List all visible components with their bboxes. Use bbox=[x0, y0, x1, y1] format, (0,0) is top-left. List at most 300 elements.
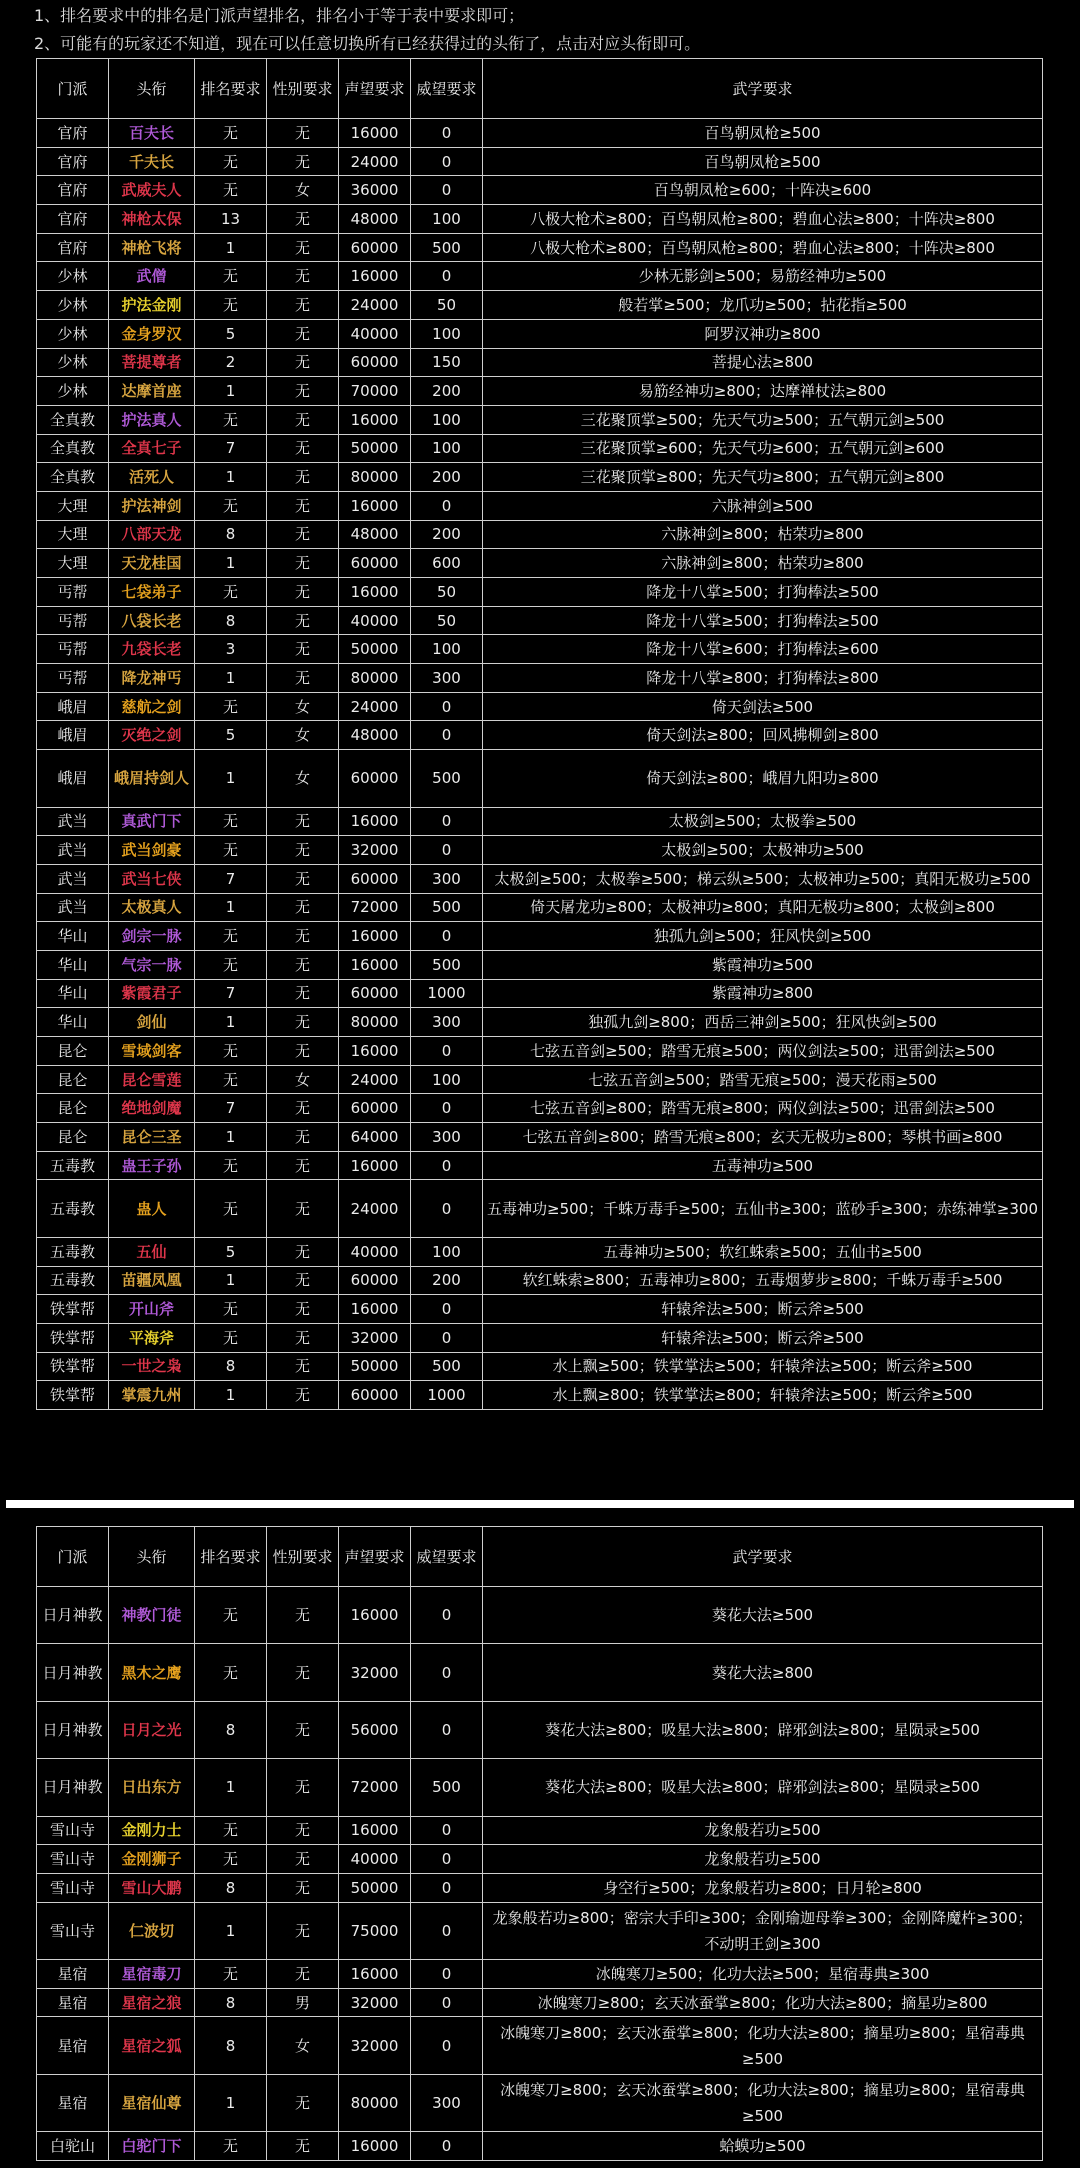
cell-title[interactable]: 剑仙 bbox=[109, 1008, 195, 1037]
cell-fame: 60000 bbox=[339, 549, 411, 578]
cell-sect: 全真教 bbox=[37, 463, 109, 492]
cell-martial-arts: 冰魄寒刀≥800；玄天冰蚕掌≥800；化功大法≥800；摘星功≥800；星宿毒典≥500 bbox=[483, 2017, 1043, 2074]
cell-sect: 武当 bbox=[37, 836, 109, 865]
cell-gender: 无 bbox=[267, 491, 339, 520]
cell-fame: 56000 bbox=[339, 1701, 411, 1758]
cell-prestige: 100 bbox=[411, 1237, 483, 1266]
table-row bbox=[37, 176, 1043, 205]
cell-title[interactable]: 掌震九州 bbox=[109, 1381, 195, 1410]
table-row bbox=[37, 893, 1043, 922]
cell-gender: 无 bbox=[267, 1323, 339, 1352]
cell-rank: 7 bbox=[195, 979, 267, 1008]
cell-martial-arts: 太极剑≥500；太极拳≥500 bbox=[483, 807, 1043, 836]
cell-sect: 昆仑 bbox=[37, 1037, 109, 1066]
cell-martial-arts: 龙象般若功≥800；密宗大手印≥300；金刚瑜迦母拳≥300；金刚降魔杵≥300；不动明王剑≥300 bbox=[483, 1902, 1043, 1959]
cell-prestige: 100 bbox=[411, 205, 483, 234]
cell-rank: 无 bbox=[195, 291, 267, 320]
cell-sect: 少林 bbox=[37, 291, 109, 320]
cell-title[interactable]: 武当七侠 bbox=[109, 864, 195, 893]
cell-prestige: 500 bbox=[411, 950, 483, 979]
cell-fame: 40000 bbox=[339, 1237, 411, 1266]
cell-prestige: 100 bbox=[411, 319, 483, 348]
cell-rank: 无 bbox=[195, 1587, 267, 1644]
cell-prestige: 0 bbox=[411, 176, 483, 205]
cell-martial-arts: 阿罗汉神功≥800 bbox=[483, 319, 1043, 348]
cell-title[interactable]: 紫霞君子 bbox=[109, 979, 195, 1008]
cell-title[interactable]: 神枪太保 bbox=[109, 205, 195, 234]
table-row bbox=[37, 147, 1043, 176]
header-title: 头衔 bbox=[109, 1527, 195, 1587]
table-row bbox=[37, 721, 1043, 750]
cell-rank: 8 bbox=[195, 1701, 267, 1758]
cell-martial-arts: 独孤九剑≥500；狂风快剑≥500 bbox=[483, 922, 1043, 951]
cell-prestige: 0 bbox=[411, 692, 483, 721]
cell-prestige: 0 bbox=[411, 119, 483, 148]
title-requirements-table-1 bbox=[36, 58, 1043, 1410]
cell-fame: 48000 bbox=[339, 721, 411, 750]
cell-title[interactable]: 武威夫人 bbox=[109, 176, 195, 205]
cell-rank: 1 bbox=[195, 1381, 267, 1410]
cell-prestige: 0 bbox=[411, 1845, 483, 1874]
cell-fame: 16000 bbox=[339, 950, 411, 979]
table-row bbox=[37, 348, 1043, 377]
cell-title[interactable]: 仁波切 bbox=[109, 1902, 195, 1959]
cell-martial-arts: 蛤蟆功≥500 bbox=[483, 2132, 1043, 2161]
table-row bbox=[37, 606, 1043, 635]
cell-title[interactable]: 八袋长老 bbox=[109, 606, 195, 635]
table-row bbox=[37, 635, 1043, 664]
cell-prestige: 50 bbox=[411, 606, 483, 635]
cell-rank: 8 bbox=[195, 2017, 267, 2074]
cell-title[interactable]: 八部天龙 bbox=[109, 520, 195, 549]
cell-rank: 无 bbox=[195, 836, 267, 865]
cell-martial-arts: 降龙十八掌≥500；打狗棒法≥500 bbox=[483, 578, 1043, 607]
cell-title[interactable]: 百夫长 bbox=[109, 119, 195, 148]
cell-gender: 无 bbox=[267, 1644, 339, 1701]
table-row bbox=[37, 1701, 1043, 1758]
cell-title[interactable]: 神教门徒 bbox=[109, 1587, 195, 1644]
cell-fame: 60000 bbox=[339, 233, 411, 262]
cell-rank: 无 bbox=[195, 1960, 267, 1989]
cell-sect: 星宿 bbox=[37, 1960, 109, 1989]
cell-prestige: 0 bbox=[411, 2017, 483, 2074]
cell-fame: 16000 bbox=[339, 1037, 411, 1066]
cell-fame: 80000 bbox=[339, 463, 411, 492]
cell-fame: 32000 bbox=[339, 1644, 411, 1701]
cell-fame: 24000 bbox=[339, 291, 411, 320]
cell-title[interactable]: 蛊人 bbox=[109, 1180, 195, 1237]
cell-title[interactable]: 黑木之鹰 bbox=[109, 1644, 195, 1701]
cell-gender: 无 bbox=[267, 1816, 339, 1845]
cell-fame: 24000 bbox=[339, 1180, 411, 1237]
cell-sect: 五毒教 bbox=[37, 1180, 109, 1237]
cell-prestige: 0 bbox=[411, 1151, 483, 1180]
cell-fame: 60000 bbox=[339, 979, 411, 1008]
cell-martial-arts: 倚天屠龙功≥800；太极神功≥800；真阳无极功≥800；太极剑≥800 bbox=[483, 893, 1043, 922]
cell-prestige: 200 bbox=[411, 463, 483, 492]
cell-prestige: 0 bbox=[411, 147, 483, 176]
cell-title[interactable]: 武当剑豪 bbox=[109, 836, 195, 865]
header-title: 头衔 bbox=[109, 59, 195, 119]
cell-martial-arts: 三花聚顶掌≥500；先天气功≥500；五气朝元剑≥500 bbox=[483, 405, 1043, 434]
cell-rank: 1 bbox=[195, 893, 267, 922]
cell-rank: 无 bbox=[195, 262, 267, 291]
cell-title[interactable]: 九袋长老 bbox=[109, 635, 195, 664]
cell-title[interactable]: 天龙桂国 bbox=[109, 549, 195, 578]
cell-fame: 60000 bbox=[339, 864, 411, 893]
cell-gender: 无 bbox=[267, 893, 339, 922]
cell-fame: 16000 bbox=[339, 1960, 411, 1989]
cell-sect: 雪山寺 bbox=[37, 1816, 109, 1845]
table-row bbox=[37, 463, 1043, 492]
cell-gender: 无 bbox=[267, 1381, 339, 1410]
table-row bbox=[37, 491, 1043, 520]
cell-martial-arts: 身空行≥500；龙象般若功≥800；日月轮≥800 bbox=[483, 1873, 1043, 1902]
cell-rank: 1 bbox=[195, 664, 267, 693]
cell-sect: 星宿 bbox=[37, 2074, 109, 2131]
cell-title[interactable]: 真武门下 bbox=[109, 807, 195, 836]
cell-sect: 雪山寺 bbox=[37, 1902, 109, 1959]
cell-rank: 1 bbox=[195, 463, 267, 492]
table-row bbox=[37, 1295, 1043, 1324]
cell-fame: 60000 bbox=[339, 348, 411, 377]
cell-title[interactable]: 太极真人 bbox=[109, 893, 195, 922]
cell-title[interactable]: 武僧 bbox=[109, 262, 195, 291]
cell-title[interactable]: 降龙神丐 bbox=[109, 664, 195, 693]
cell-fame: 24000 bbox=[339, 692, 411, 721]
cell-title[interactable]: 菩提尊者 bbox=[109, 348, 195, 377]
table-row bbox=[37, 319, 1043, 348]
cell-fame: 60000 bbox=[339, 1266, 411, 1295]
cell-title[interactable]: 昆仑雪莲 bbox=[109, 1065, 195, 1094]
cell-fame: 32000 bbox=[339, 2017, 411, 2074]
cell-gender: 女 bbox=[267, 176, 339, 205]
cell-title[interactable]: 护法神剑 bbox=[109, 491, 195, 520]
cell-sect: 日月神教 bbox=[37, 1644, 109, 1701]
cell-sect: 华山 bbox=[37, 1008, 109, 1037]
table-row bbox=[37, 233, 1043, 262]
cell-gender: 无 bbox=[267, 291, 339, 320]
cell-gender: 无 bbox=[267, 807, 339, 836]
cell-martial-arts: 紫霞神功≥800 bbox=[483, 979, 1043, 1008]
cell-rank: 2 bbox=[195, 348, 267, 377]
cell-gender: 无 bbox=[267, 922, 339, 951]
cell-prestige: 0 bbox=[411, 262, 483, 291]
cell-title[interactable]: 昆仑三圣 bbox=[109, 1123, 195, 1152]
cell-sect: 昆仑 bbox=[37, 1065, 109, 1094]
cell-sect: 官府 bbox=[37, 233, 109, 262]
cell-sect: 雪山寺 bbox=[37, 1873, 109, 1902]
cell-gender: 无 bbox=[267, 348, 339, 377]
cell-martial-arts: 紫霞神功≥500 bbox=[483, 950, 1043, 979]
cell-fame: 50000 bbox=[339, 434, 411, 463]
cell-gender: 无 bbox=[267, 1902, 339, 1959]
cell-title[interactable]: 绝地剑魔 bbox=[109, 1094, 195, 1123]
cell-title[interactable]: 星宿毒刀 bbox=[109, 1960, 195, 1989]
cell-fame: 80000 bbox=[339, 2074, 411, 2131]
cell-rank: 无 bbox=[195, 1816, 267, 1845]
cell-sect: 铁掌帮 bbox=[37, 1295, 109, 1324]
cell-gender: 无 bbox=[267, 1873, 339, 1902]
table-row bbox=[37, 578, 1043, 607]
cell-prestige: 100 bbox=[411, 1065, 483, 1094]
cell-martial-arts: 七弦五音剑≥500；踏雪无痕≥500；两仪剑法≥500；迅雷剑法≥500 bbox=[483, 1037, 1043, 1066]
cell-rank: 无 bbox=[195, 1295, 267, 1324]
cell-gender: 女 bbox=[267, 721, 339, 750]
table-row bbox=[37, 664, 1043, 693]
cell-martial-arts: 少林无影剑≥500；易筋经神功≥500 bbox=[483, 262, 1043, 291]
cell-title[interactable]: 千夫长 bbox=[109, 147, 195, 176]
cell-sect: 华山 bbox=[37, 950, 109, 979]
cell-title[interactable]: 开山斧 bbox=[109, 1295, 195, 1324]
cell-sect: 官府 bbox=[37, 205, 109, 234]
cell-gender: 无 bbox=[267, 1587, 339, 1644]
cell-martial-arts: 般若掌≥500；龙爪功≥500；拈花指≥500 bbox=[483, 291, 1043, 320]
cell-title[interactable]: 雪域剑客 bbox=[109, 1037, 195, 1066]
table-row bbox=[37, 1151, 1043, 1180]
cell-sect: 大理 bbox=[37, 520, 109, 549]
cell-martial-arts: 独孤九剑≥800；西岳三神剑≥500；狂风快剑≥500 bbox=[483, 1008, 1043, 1037]
cell-gender: 无 bbox=[267, 1123, 339, 1152]
cell-martial-arts: 水上飘≥500；铁掌掌法≥500；轩辕斧法≥500；断云斧≥500 bbox=[483, 1352, 1043, 1381]
cell-gender: 无 bbox=[267, 1845, 339, 1874]
cell-title[interactable]: 全真七子 bbox=[109, 434, 195, 463]
cell-martial-arts: 八极大枪术≥800；百鸟朝凤枪≥800；碧血心法≥800；十阵决≥800 bbox=[483, 205, 1043, 234]
cell-prestige: 0 bbox=[411, 1094, 483, 1123]
cell-gender: 无 bbox=[267, 377, 339, 406]
cell-rank: 无 bbox=[195, 1644, 267, 1701]
cell-fame: 64000 bbox=[339, 1123, 411, 1152]
table-row bbox=[37, 1759, 1043, 1816]
cell-title[interactable]: 护法金刚 bbox=[109, 291, 195, 320]
table-row bbox=[37, 1816, 1043, 1845]
cell-prestige: 0 bbox=[411, 1644, 483, 1701]
cell-sect: 华山 bbox=[37, 979, 109, 1008]
cell-martial-arts: 三花聚顶掌≥800；先天气功≥800；五气朝元剑≥800 bbox=[483, 463, 1043, 492]
header-rank: 排名要求 bbox=[195, 59, 267, 119]
cell-fame: 80000 bbox=[339, 1008, 411, 1037]
title-requirements-table-2 bbox=[36, 1526, 1043, 2161]
cell-prestige: 600 bbox=[411, 549, 483, 578]
cell-title[interactable]: 一世之枭 bbox=[109, 1352, 195, 1381]
cell-prestige: 200 bbox=[411, 1266, 483, 1295]
cell-title[interactable]: 灭绝之剑 bbox=[109, 721, 195, 750]
header-gender: 性别要求 bbox=[267, 1527, 339, 1587]
cell-martial-arts: 倚天剑法≥800；峨眉九阳功≥800 bbox=[483, 750, 1043, 807]
cell-sect: 少林 bbox=[37, 348, 109, 377]
cell-prestige: 0 bbox=[411, 1873, 483, 1902]
cell-fame: 36000 bbox=[339, 176, 411, 205]
cell-gender: 无 bbox=[267, 1008, 339, 1037]
cell-sect: 五毒教 bbox=[37, 1237, 109, 1266]
cell-fame: 48000 bbox=[339, 520, 411, 549]
cell-fame: 16000 bbox=[339, 1295, 411, 1324]
cell-title[interactable]: 白驼门下 bbox=[109, 2132, 195, 2161]
cell-title[interactable]: 日月之光 bbox=[109, 1701, 195, 1758]
cell-sect: 五毒教 bbox=[37, 1266, 109, 1295]
cell-title[interactable]: 星宿之狼 bbox=[109, 1988, 195, 2017]
cell-gender: 无 bbox=[267, 1237, 339, 1266]
cell-title[interactable]: 五仙 bbox=[109, 1237, 195, 1266]
cell-martial-arts: 葵花大法≥800；吸星大法≥800；辟邪剑法≥800；星陨录≥500 bbox=[483, 1759, 1043, 1816]
table-panel-2 bbox=[6, 1500, 1074, 2160]
table-row bbox=[37, 2074, 1043, 2131]
table-row bbox=[37, 1037, 1043, 1066]
cell-gender: 无 bbox=[267, 979, 339, 1008]
cell-rank: 无 bbox=[195, 1037, 267, 1066]
cell-sect: 星宿 bbox=[37, 1988, 109, 2017]
cell-gender: 无 bbox=[267, 1094, 339, 1123]
cell-gender: 无 bbox=[267, 1352, 339, 1381]
table-header-row bbox=[37, 1527, 1043, 1587]
header-fame: 声望要求 bbox=[339, 1527, 411, 1587]
cell-gender: 无 bbox=[267, 319, 339, 348]
cell-gender: 无 bbox=[267, 664, 339, 693]
cell-sect: 武当 bbox=[37, 893, 109, 922]
cell-title[interactable]: 雪山大鹏 bbox=[109, 1873, 195, 1902]
cell-gender: 无 bbox=[267, 2132, 339, 2161]
cell-fame: 50000 bbox=[339, 1352, 411, 1381]
cell-fame: 70000 bbox=[339, 377, 411, 406]
cell-sect: 星宿 bbox=[37, 2017, 109, 2074]
cell-rank: 无 bbox=[195, 692, 267, 721]
cell-title[interactable]: 护法真人 bbox=[109, 405, 195, 434]
table-row bbox=[37, 2017, 1043, 2074]
cell-gender: 无 bbox=[267, 1295, 339, 1324]
cell-title[interactable]: 剑宗一脉 bbox=[109, 922, 195, 951]
cell-martial-arts: 太极剑≥500；太极拳≥500；梯云纵≥500；太极神功≥500；真阳无极功≥500 bbox=[483, 864, 1043, 893]
table-row bbox=[37, 950, 1043, 979]
cell-fame: 16000 bbox=[339, 578, 411, 607]
cell-title[interactable]: 金刚狮子 bbox=[109, 1845, 195, 1874]
cell-martial-arts: 降龙十八掌≥600；打狗棒法≥600 bbox=[483, 635, 1043, 664]
table-row bbox=[37, 1180, 1043, 1237]
cell-fame: 16000 bbox=[339, 922, 411, 951]
cell-prestige: 0 bbox=[411, 922, 483, 951]
header-rank: 排名要求 bbox=[195, 1527, 267, 1587]
cell-prestige: 200 bbox=[411, 377, 483, 406]
cell-martial-arts: 龙象般若功≥500 bbox=[483, 1816, 1043, 1845]
cell-rank: 1 bbox=[195, 750, 267, 807]
cell-rank: 3 bbox=[195, 635, 267, 664]
cell-title[interactable]: 慈航之剑 bbox=[109, 692, 195, 721]
table-row bbox=[37, 2132, 1043, 2161]
cell-title[interactable]: 蛊王子孙 bbox=[109, 1151, 195, 1180]
cell-fame: 40000 bbox=[339, 606, 411, 635]
table-row bbox=[37, 1381, 1043, 1410]
cell-fame: 40000 bbox=[339, 1845, 411, 1874]
cell-sect: 大理 bbox=[37, 549, 109, 578]
cell-sect: 武当 bbox=[37, 864, 109, 893]
cell-rank: 1 bbox=[195, 2074, 267, 2131]
cell-rank: 无 bbox=[195, 405, 267, 434]
cell-sect: 丐帮 bbox=[37, 664, 109, 693]
cell-rank: 1 bbox=[195, 549, 267, 578]
header-martial-arts: 武学要求 bbox=[483, 59, 1043, 119]
table-panel-1 bbox=[6, 58, 1074, 1494]
cell-rank: 7 bbox=[195, 1094, 267, 1123]
cell-sect: 华山 bbox=[37, 922, 109, 951]
cell-rank: 无 bbox=[195, 176, 267, 205]
cell-rank: 无 bbox=[195, 119, 267, 148]
cell-rank: 1 bbox=[195, 1266, 267, 1295]
cell-title[interactable]: 平海斧 bbox=[109, 1323, 195, 1352]
cell-title[interactable]: 星宿仙尊 bbox=[109, 2074, 195, 2131]
cell-sect: 峨眉 bbox=[37, 692, 109, 721]
cell-gender: 无 bbox=[267, 606, 339, 635]
cell-title[interactable]: 神枪飞将 bbox=[109, 233, 195, 262]
cell-rank: 1 bbox=[195, 1902, 267, 1959]
cell-martial-arts: 太极剑≥500；太极神功≥500 bbox=[483, 836, 1043, 865]
table-row bbox=[37, 377, 1043, 406]
cell-title[interactable]: 七袋弟子 bbox=[109, 578, 195, 607]
cell-sect: 武当 bbox=[37, 807, 109, 836]
table-row bbox=[37, 1587, 1043, 1644]
cell-martial-arts: 冰魄寒刀≥500；化功大法≥500；星宿毒典≥300 bbox=[483, 1960, 1043, 1989]
cell-fame: 32000 bbox=[339, 1323, 411, 1352]
table-row bbox=[37, 205, 1043, 234]
cell-title[interactable]: 金刚力士 bbox=[109, 1816, 195, 1845]
cell-prestige: 1000 bbox=[411, 1381, 483, 1410]
cell-fame: 16000 bbox=[339, 807, 411, 836]
cell-prestige: 1000 bbox=[411, 979, 483, 1008]
cell-sect: 全真教 bbox=[37, 434, 109, 463]
cell-martial-arts: 七弦五音剑≥500；踏雪无痕≥500；漫天花雨≥500 bbox=[483, 1065, 1043, 1094]
cell-rank: 无 bbox=[195, 1845, 267, 1874]
table-row bbox=[37, 1065, 1043, 1094]
cell-fame: 40000 bbox=[339, 319, 411, 348]
cell-sect: 昆仑 bbox=[37, 1123, 109, 1152]
cell-gender: 无 bbox=[267, 1759, 339, 1816]
cell-title[interactable]: 星宿之狐 bbox=[109, 2017, 195, 2074]
table-header-row bbox=[37, 59, 1043, 119]
cell-martial-arts: 降龙十八掌≥800；打狗棒法≥800 bbox=[483, 664, 1043, 693]
cell-gender: 无 bbox=[267, 836, 339, 865]
cell-martial-arts: 六脉神剑≥500 bbox=[483, 491, 1043, 520]
table-row bbox=[37, 979, 1043, 1008]
cell-title[interactable]: 气宗一脉 bbox=[109, 950, 195, 979]
cell-prestige: 0 bbox=[411, 1295, 483, 1324]
table-row bbox=[37, 1008, 1043, 1037]
cell-title[interactable]: 苗疆凤凰 bbox=[109, 1266, 195, 1295]
cell-prestige: 500 bbox=[411, 233, 483, 262]
cell-rank: 7 bbox=[195, 434, 267, 463]
cell-title[interactable]: 金身罗汉 bbox=[109, 319, 195, 348]
cell-title[interactable]: 日出东方 bbox=[109, 1759, 195, 1816]
note-1: 1、排名要求中的排名是门派声望排名，排名小于等于表中要求即可； bbox=[34, 6, 525, 25]
cell-fame: 16000 bbox=[339, 262, 411, 291]
cell-rank: 8 bbox=[195, 1873, 267, 1902]
cell-gender: 无 bbox=[267, 119, 339, 148]
cell-title[interactable]: 峨眉持剑人 bbox=[109, 750, 195, 807]
cell-prestige: 0 bbox=[411, 807, 483, 836]
table-row bbox=[37, 262, 1043, 291]
cell-gender: 无 bbox=[267, 635, 339, 664]
cell-title[interactable]: 达摩首座 bbox=[109, 377, 195, 406]
cell-gender: 无 bbox=[267, 405, 339, 434]
cell-prestige: 300 bbox=[411, 2074, 483, 2131]
cell-sect: 官府 bbox=[37, 119, 109, 148]
cell-gender: 女 bbox=[267, 1065, 339, 1094]
cell-fame: 72000 bbox=[339, 893, 411, 922]
cell-rank: 5 bbox=[195, 319, 267, 348]
cell-title[interactable]: 活死人 bbox=[109, 463, 195, 492]
cell-martial-arts: 冰魄寒刀≥800；玄天冰蚕掌≥800；化功大法≥800；摘星功≥800；星宿毒典≥500 bbox=[483, 2074, 1043, 2131]
cell-gender: 无 bbox=[267, 205, 339, 234]
cell-martial-arts: 百鸟朝凤枪≥500 bbox=[483, 147, 1043, 176]
cell-rank: 1 bbox=[195, 233, 267, 262]
cell-prestige: 0 bbox=[411, 1587, 483, 1644]
